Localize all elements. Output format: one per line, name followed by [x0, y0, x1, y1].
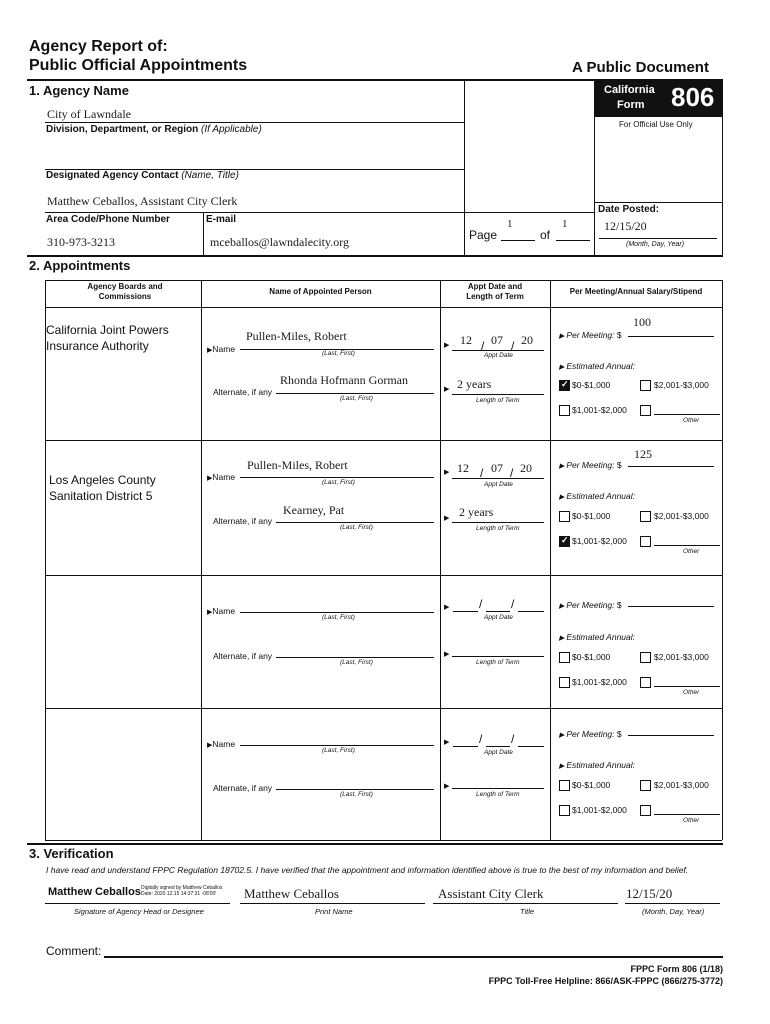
verification-date-line	[625, 903, 720, 904]
page-number-line	[501, 240, 535, 241]
appt-date-line	[452, 478, 544, 479]
badge-form: Form	[617, 99, 645, 111]
badge-number: 806	[671, 82, 715, 112]
table-left	[45, 280, 46, 840]
checkbox-2001-3000[interactable]	[640, 780, 651, 791]
checkbox-1001-2000[interactable]	[559, 677, 570, 688]
checkbox-2001-3000[interactable]	[640, 511, 651, 522]
term-caption: Length of Term	[476, 791, 520, 798]
table-col3	[550, 280, 551, 840]
appt-date-caption: Appt Date	[484, 614, 513, 621]
other-caption: Other	[683, 689, 700, 696]
form-badge	[595, 81, 722, 117]
name-label	[207, 739, 235, 749]
term-length[interactable]: 2 years	[457, 377, 492, 391]
per-meeting-amount[interactable]: 125	[634, 447, 652, 461]
form-title	[29, 37, 247, 75]
of-label: of	[540, 228, 551, 242]
arrow-icon: ▶	[559, 364, 567, 371]
date-slash: /	[511, 732, 515, 746]
checkbox-1001-2000[interactable]	[559, 536, 570, 547]
email-label: E-mail	[206, 214, 237, 225]
other-caption: Other	[683, 548, 700, 555]
appt-date-line	[452, 350, 544, 351]
option-0-1000: $0-$1,000	[572, 380, 611, 390]
option-1001-2000: $1,001-$2,000	[572, 405, 627, 415]
date-slash: /	[511, 597, 515, 611]
other-caption: Other	[683, 417, 700, 424]
arrow-icon: ▶	[559, 635, 567, 642]
last-first-caption: (Last, First)	[322, 350, 355, 357]
row-sep-2	[45, 575, 722, 576]
date-posted-top	[594, 202, 722, 203]
arrow-icon: ▶	[444, 783, 450, 790]
print-name-caption: Print Name	[315, 907, 353, 916]
alternate-caption: (Last, First)	[340, 659, 373, 666]
contact-line	[45, 212, 595, 213]
estimated-annual-label	[559, 491, 635, 501]
table-col2	[440, 280, 441, 840]
name-label-text: Name	[212, 472, 236, 482]
alternate-line	[276, 657, 434, 658]
date-slash: /	[481, 339, 485, 353]
arrow-icon: ▶	[444, 651, 450, 658]
estimated-annual-text: Estimated Annual:	[566, 632, 635, 642]
col-header-name: Name of Appointed Person	[269, 287, 372, 296]
checkbox-0-1000[interactable]	[559, 511, 570, 522]
per-meeting-text: Per Meeting:	[566, 729, 615, 739]
term-length[interactable]: 2 years	[459, 505, 494, 519]
per-meeting-text: Per Meeting:	[566, 330, 615, 340]
per-meeting-line	[628, 466, 714, 467]
table-top	[45, 280, 722, 281]
appt-month[interactable]: 12	[460, 333, 472, 347]
section1-bottom-rule	[27, 255, 723, 257]
term-caption: Length of Term	[476, 397, 520, 404]
title-value[interactable]: Assistant City Clerk	[438, 886, 544, 901]
checkbox-other[interactable]	[640, 405, 651, 416]
option-1001-2000: $1,001-$2,000	[572, 536, 627, 546]
agency-name-value[interactable]: City of Lawndale	[47, 107, 131, 121]
option-2001-3000: $2,001-$3,000	[654, 652, 709, 662]
name-label-text: Name	[212, 344, 236, 354]
name-label	[207, 344, 235, 354]
col-header-boards: Agency Boards and Commissions	[87, 282, 163, 301]
dollar-sign: $	[616, 729, 622, 739]
estimated-annual-label	[559, 361, 635, 371]
appt-date-caption: Appt Date	[484, 749, 513, 756]
board-name[interactable]: California Joint Powers Insurance Authority	[46, 323, 169, 353]
comment-field[interactable]	[104, 956, 723, 958]
estimated-annual-label	[559, 760, 635, 770]
appt-month-line	[453, 746, 478, 747]
arrow-icon: ▶	[559, 463, 567, 470]
appt-day-line	[486, 746, 510, 747]
term-line	[452, 394, 544, 395]
alternate-name[interactable]: Rhonda Hofmann Gorman	[280, 373, 408, 387]
division-note: (If Applicable)	[201, 124, 262, 135]
checkbox-2001-3000[interactable]	[640, 380, 651, 391]
checkbox-other[interactable]	[640, 536, 651, 547]
print-name-line	[240, 903, 425, 904]
page-label: Page	[469, 228, 498, 242]
checkbox-0-1000[interactable]	[559, 652, 570, 663]
checkbox-1001-2000[interactable]	[559, 405, 570, 416]
public-document-label: A Public Document	[572, 59, 709, 76]
per-meeting-line	[628, 735, 714, 736]
date-posted-format: (Month, Day, Year)	[626, 241, 685, 248]
option-0-1000: $0-$1,000	[572, 511, 611, 521]
signature-line	[45, 903, 230, 904]
alternate-name[interactable]: Kearney, Pat	[283, 503, 345, 517]
option-2001-3000: $2,001-$3,000	[654, 511, 709, 521]
verification-statement: I have read and understand FPPC Regulation 18702.5. I have verified that the appointment and information identified above is true to the best of my information and belief.	[46, 865, 689, 875]
last-first-caption: (Last, First)	[322, 747, 355, 754]
verification-date-value[interactable]: 12/15/20	[626, 886, 673, 901]
name-label	[207, 606, 235, 616]
phone-label: Area Code/Phone Number	[46, 214, 170, 225]
contact-label-text: Designated Agency Contact	[46, 170, 179, 181]
s1-divider-mid	[464, 81, 465, 255]
arrow-icon: ▶	[444, 515, 450, 522]
row-sep-1	[45, 440, 722, 441]
title-line-2: Public Official Appointments	[29, 57, 248, 74]
arrow-icon: ▶	[444, 469, 450, 476]
checkbox-0-1000[interactable]	[559, 780, 570, 791]
arrow-icon: ▶	[207, 742, 213, 749]
signature-caption: Signature of Agency Head or Designee	[74, 907, 204, 916]
per-meeting-label	[559, 460, 622, 470]
dollar-sign: $	[616, 600, 622, 610]
date-slash: /	[479, 597, 483, 611]
date-slash: /	[511, 339, 515, 353]
appt-year[interactable]: 20	[521, 333, 533, 347]
alternate-label: Alternate, if any	[213, 387, 273, 397]
official-use-label: For Official Use Only	[619, 120, 693, 129]
table-header-bottom	[45, 307, 722, 308]
badge-state: California	[604, 84, 655, 96]
option-0-1000: $0-$1,000	[572, 780, 611, 790]
term-line	[452, 522, 544, 523]
dollar-sign: $	[616, 330, 622, 340]
alternate-caption: (Last, First)	[340, 395, 373, 402]
name-label	[207, 472, 235, 482]
arrow-icon: ▶	[559, 763, 567, 770]
page-total[interactable]: 1	[562, 218, 568, 230]
row-sep-3	[45, 708, 722, 709]
per-meeting-amount[interactable]: 100	[633, 315, 651, 329]
arrow-icon: ▶	[207, 347, 213, 354]
term-caption: Length of Term	[476, 525, 520, 532]
arrow-icon: ▶	[444, 739, 450, 746]
estimated-annual-text: Estimated Annual:	[566, 760, 635, 770]
appt-year[interactable]: 20	[520, 461, 532, 475]
section3-top-rule	[27, 843, 723, 845]
term-line	[452, 788, 544, 789]
col-header-appt: Appt Date and Length of Term	[466, 282, 524, 301]
page-total-line	[556, 240, 590, 241]
checkbox-2001-3000[interactable]	[640, 652, 651, 663]
arrow-icon: ▶	[444, 386, 450, 393]
option-2001-3000: $2,001-$3,000	[654, 380, 709, 390]
table-right	[722, 280, 723, 840]
last-first-caption: (Last, First)	[322, 614, 355, 621]
checkbox-0-1000[interactable]	[559, 380, 570, 391]
option-0-1000: $0-$1,000	[572, 652, 611, 662]
date-posted-value[interactable]: 12/15/20	[604, 219, 647, 233]
other-line	[654, 545, 720, 546]
contact-note: (Name, Title)	[181, 170, 239, 181]
appt-date-caption: Appt Date	[484, 352, 513, 359]
title-line	[433, 903, 618, 904]
appointee-name[interactable]: Pullen-Miles, Robert	[247, 458, 348, 472]
print-name-value[interactable]: Matthew Ceballos	[244, 886, 339, 901]
appt-day[interactable]: 07	[491, 333, 503, 347]
division-label	[46, 124, 262, 135]
division-label-text: Division, Department, or Region	[46, 124, 199, 135]
appt-month[interactable]: 12	[457, 461, 469, 475]
appt-year-line	[518, 746, 544, 747]
date-slash: /	[479, 732, 483, 746]
alternate-line	[276, 522, 434, 523]
alternate-label: Alternate, if any	[213, 516, 273, 526]
phone-email-divider	[203, 212, 204, 255]
verification-date-caption: (Month, Day, Year)	[642, 907, 705, 916]
date-posted-line	[599, 238, 717, 239]
signature-stamp	[141, 885, 222, 897]
per-meeting-line	[628, 606, 714, 607]
alternate-line	[276, 789, 434, 790]
form-id: FPPC Form 806 (1/18)	[630, 964, 723, 974]
agency-name-line	[45, 122, 464, 123]
contact-value[interactable]: Matthew Ceballos, Assistant City Clerk	[47, 194, 238, 208]
alternate-label: Alternate, if any	[213, 783, 273, 793]
date-slash: /	[510, 466, 514, 480]
other-line	[654, 814, 720, 815]
section3-title: 3. Verification	[29, 846, 114, 861]
title-line-1: Agency Report of:	[29, 38, 168, 55]
sig-stamp-line-1: Digitally signed by Matthew Ceballos	[141, 885, 223, 891]
date-posted-label: Date Posted:	[598, 204, 660, 215]
arrow-icon: ▶	[207, 609, 213, 616]
arrow-icon: ▶	[559, 333, 567, 340]
term-line	[452, 656, 544, 657]
other-caption: Other	[683, 817, 700, 824]
checkbox-other[interactable]	[640, 677, 651, 688]
estimated-annual-text: Estimated Annual:	[566, 491, 635, 501]
per-meeting-text: Per Meeting:	[566, 600, 615, 610]
name-label-text: Name	[212, 739, 236, 749]
arrow-icon: ▶	[559, 494, 567, 501]
appt-day[interactable]: 07	[491, 461, 503, 475]
other-line	[654, 686, 720, 687]
arrow-icon: ▶	[207, 475, 213, 482]
board-name[interactable]: Los Angeles County Sanitation District 5	[49, 473, 156, 503]
checkbox-other[interactable]	[640, 805, 651, 816]
per-meeting-label	[559, 729, 622, 739]
row-sep-4	[45, 840, 722, 841]
option-2001-3000: $2,001-$3,000	[654, 780, 709, 790]
alternate-line	[276, 393, 434, 394]
appointee-name[interactable]: Pullen-Miles, Robert	[246, 329, 347, 343]
per-meeting-line	[628, 336, 714, 337]
option-1001-2000: $1,001-$2,000	[572, 805, 627, 815]
page-number[interactable]: 1	[507, 218, 513, 230]
last-first-caption: (Last, First)	[322, 479, 355, 486]
arrow-icon: ▶	[444, 604, 450, 611]
arrow-icon: ▶	[444, 342, 450, 349]
contact-label	[46, 170, 239, 181]
per-meeting-label	[559, 330, 622, 340]
option-1001-2000: $1,001-$2,000	[572, 677, 627, 687]
section1-title: 1. Agency Name	[29, 83, 129, 98]
estimated-annual-text: Estimated Annual:	[566, 361, 635, 371]
name-line	[240, 745, 434, 746]
term-caption: Length of Term	[476, 659, 520, 666]
estimated-annual-label	[559, 632, 635, 642]
arrow-icon: ▶	[559, 732, 567, 739]
signature[interactable]: Matthew Ceballos	[48, 886, 141, 898]
arrow-icon: ▶	[559, 603, 567, 610]
date-slash: /	[480, 466, 484, 480]
s1-right-edge	[722, 81, 723, 255]
name-line	[240, 477, 434, 478]
title-caption: Title	[520, 907, 535, 916]
sig-stamp-line-2: Date: 2020.12.15 14:37:31 -08'00'	[141, 891, 217, 897]
phone-value[interactable]: 310-973-3213	[47, 235, 115, 249]
appt-year-line	[518, 611, 544, 612]
comment-label: Comment:	[46, 944, 102, 958]
per-meeting-label	[559, 600, 622, 610]
section2-title: 2. Appointments	[29, 258, 131, 273]
dollar-sign: $	[616, 460, 622, 470]
alternate-caption: (Last, First)	[340, 791, 373, 798]
name-label-text: Name	[212, 606, 236, 616]
per-meeting-text: Per Meeting:	[566, 460, 615, 470]
col-header-salary: Per Meeting/Annual Salary/Stipend	[569, 287, 703, 296]
appt-day-line	[486, 611, 510, 612]
name-line	[240, 612, 434, 613]
checkbox-1001-2000[interactable]	[559, 805, 570, 816]
alternate-caption: (Last, First)	[340, 524, 373, 531]
email-value[interactable]: mceballos@lawndalecity.org	[210, 235, 350, 249]
appt-date-caption: Appt Date	[484, 481, 513, 488]
alternate-label: Alternate, if any	[213, 651, 273, 661]
table-col1	[201, 280, 202, 840]
other-line	[654, 414, 720, 415]
appt-month-line	[453, 611, 478, 612]
helpline: FPPC Toll-Free Helpline: 866/ASK-FPPC (866/275-3772)	[488, 976, 723, 986]
